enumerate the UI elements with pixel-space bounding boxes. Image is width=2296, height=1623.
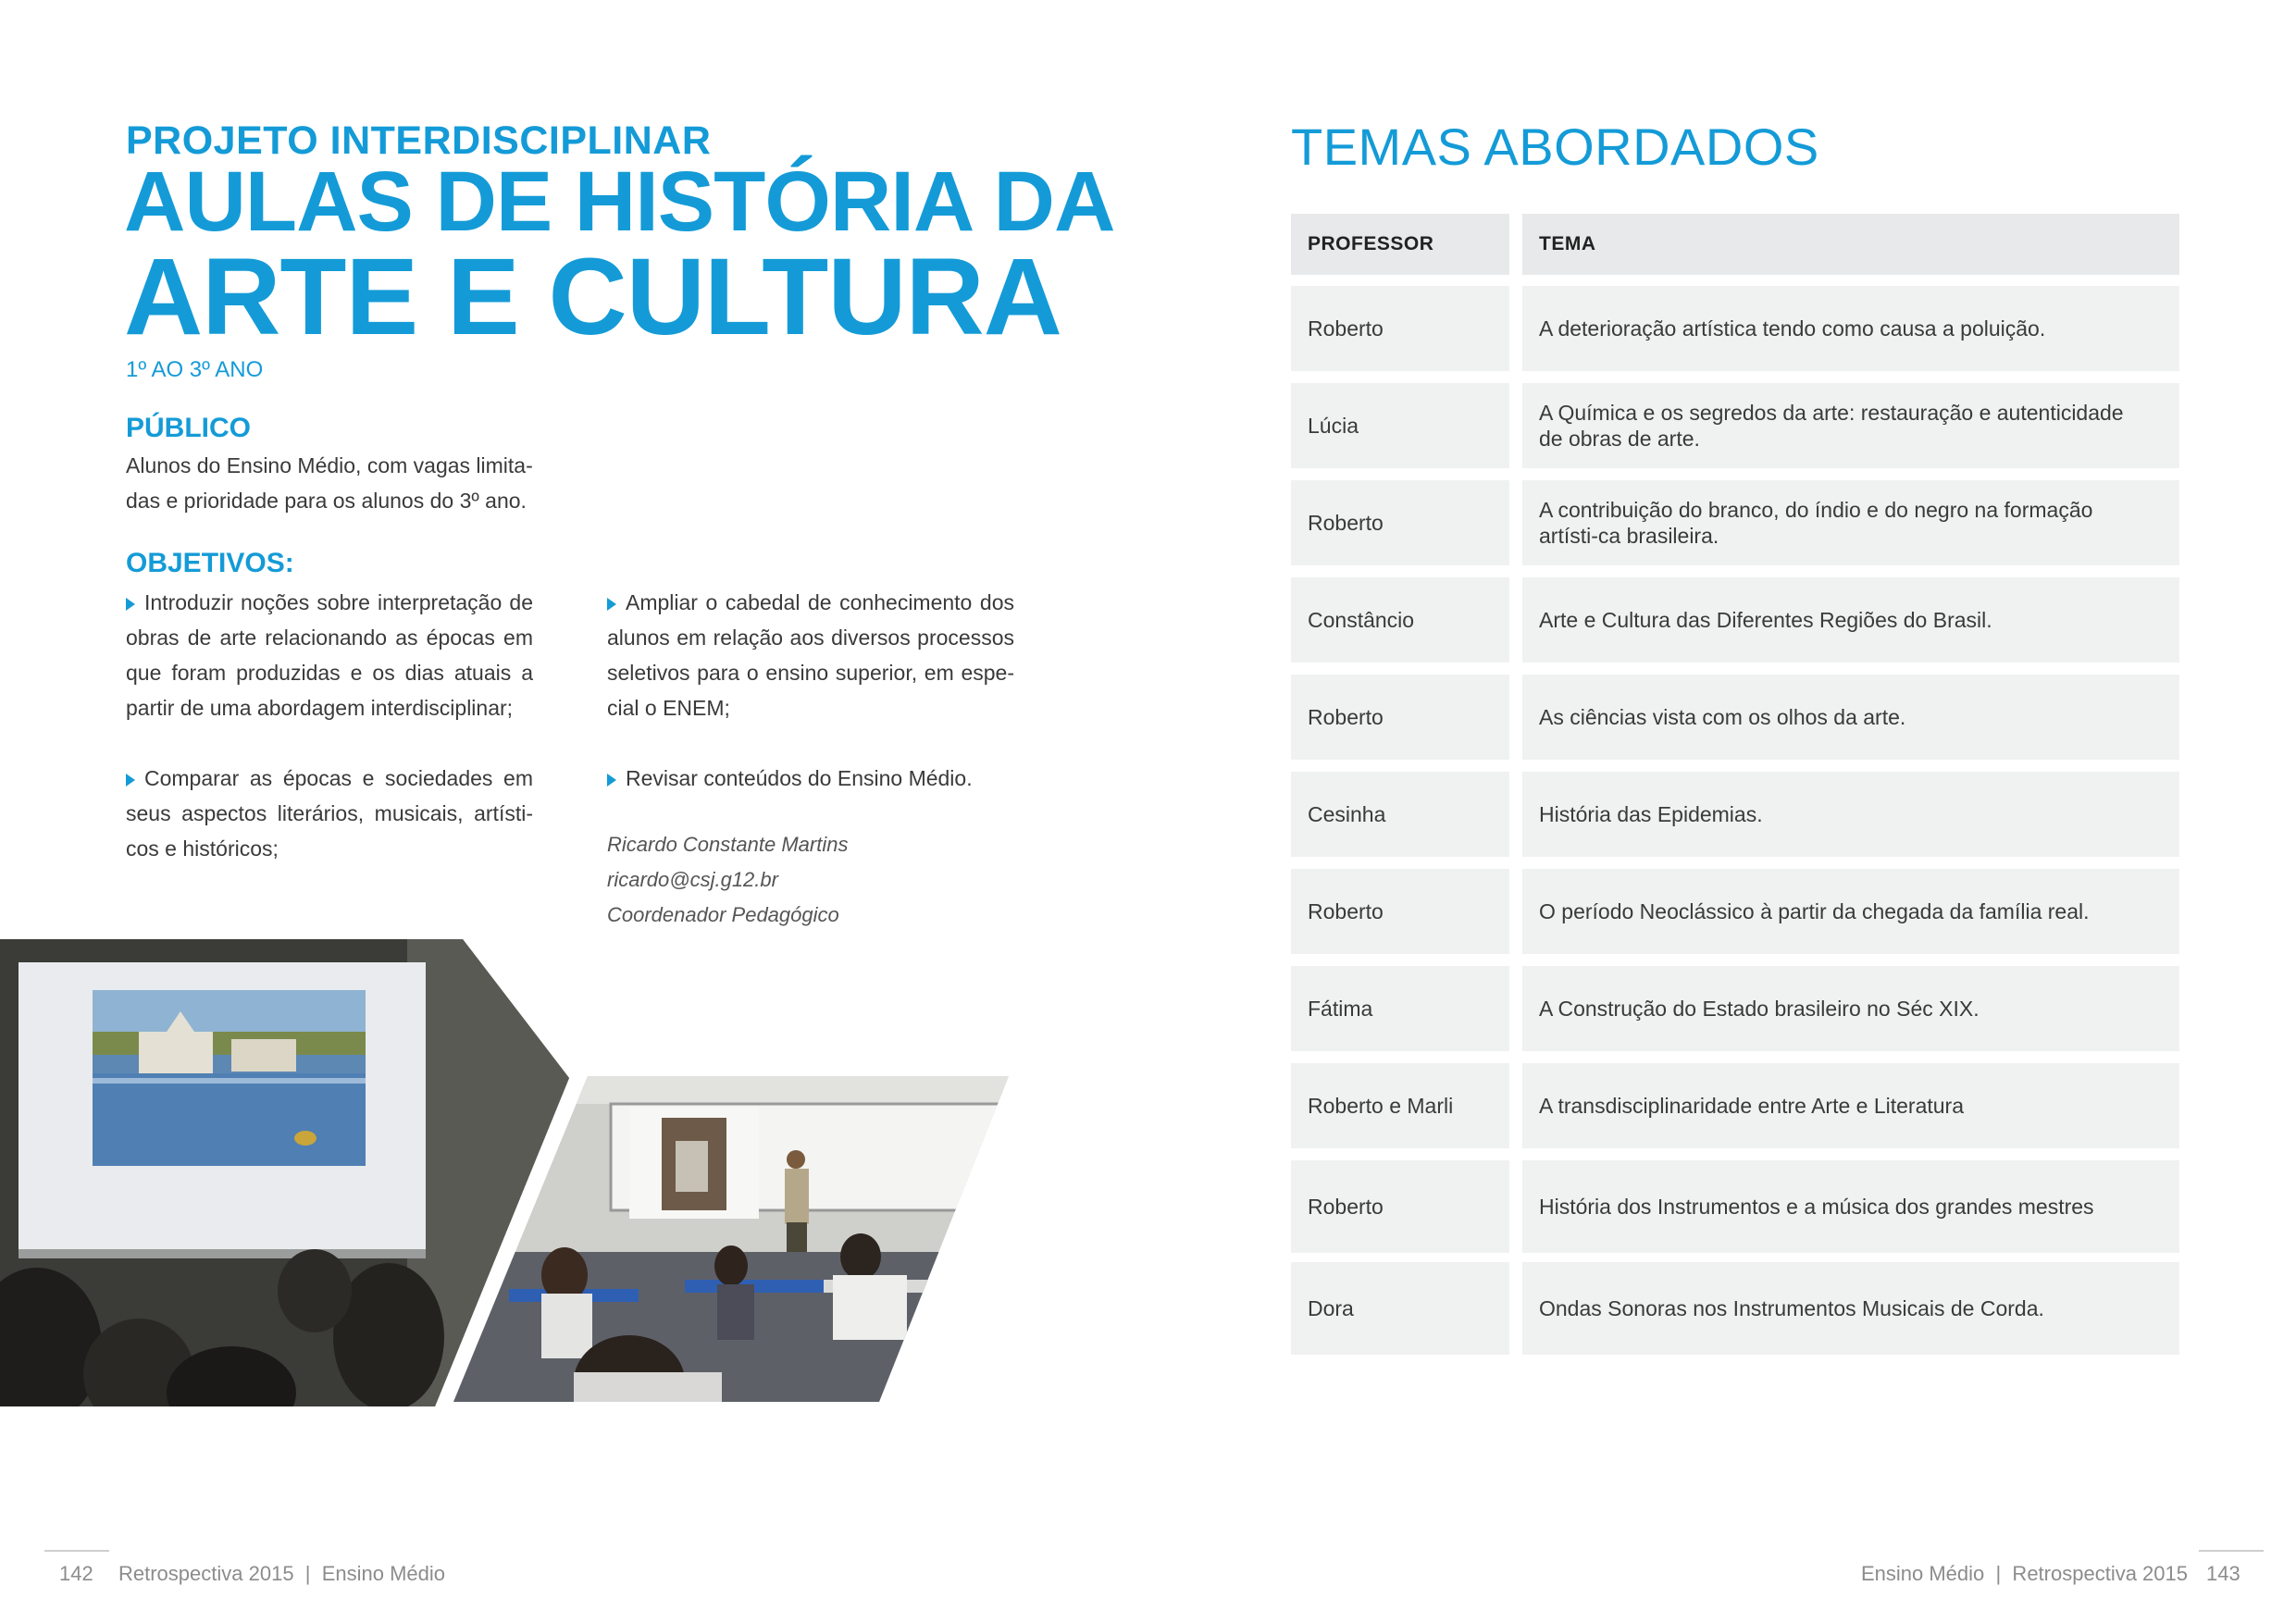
table-cell-professor: Cesinha [1291, 772, 1509, 857]
table-cell-tema: História das Epidemias. [1522, 772, 2179, 857]
table-header-professor: PROFESSOR [1291, 214, 1509, 275]
table-cell-tema: A contribuição do branco, do índio e do negro na formação artísti-ca brasileira. [1522, 480, 2179, 565]
table-cell-tema: História dos Instrumentos e a música dos grandes mestres [1522, 1160, 2179, 1253]
table-cell-professor: Roberto e Marli [1291, 1063, 1509, 1148]
page-number-right: 143 [2206, 1562, 2240, 1585]
table-cell-tema: A deterioração artística tendo como causa a poluição. [1522, 286, 2179, 371]
signature-email: ricardo@csj.g12.br [607, 868, 778, 891]
table-cell-professor: Lúcia [1291, 383, 1509, 468]
objectives-column-1 [126, 585, 533, 866]
chevron-right-icon [126, 774, 135, 787]
page-title-line1: AULAS DE HISTÓRIA DA [124, 155, 1115, 249]
publico-heading: PÚBLICO [126, 413, 251, 443]
table-cell-professor: Fátima [1291, 966, 1509, 1051]
table-cell-tema: A Química e os segredos da arte: restauração e autenticidade de obras de arte. [1522, 383, 2179, 468]
signature-role: Coordenador Pedagógico [607, 903, 839, 926]
publico-text [126, 448, 552, 518]
temas-title: TEMAS ABORDADOS [1291, 118, 1819, 176]
objectives-column-2 [607, 585, 1014, 796]
footer-rule-right [2199, 1550, 2264, 1552]
signature-block [607, 827, 1014, 933]
table-cell-professor: Constâncio [1291, 577, 1509, 663]
footer-right-text: Ensino Médio | Retrospectiva 2015 [1860, 1562, 2188, 1585]
chevron-right-icon [126, 598, 135, 611]
table-cell-professor: Roberto [1291, 1160, 1509, 1253]
chevron-right-icon [607, 598, 616, 611]
publico-text-line1: Alunos do Ensino Médio, com vagas limita- [126, 453, 533, 477]
chevron-right-icon [607, 774, 616, 787]
table-cell-professor: Dora [1291, 1262, 1509, 1355]
project-kicker: PROJETO INTERDISCIPLINAR [126, 118, 712, 163]
table-cell-professor: Roberto [1291, 286, 1509, 371]
objective-item: Revisar conteúdos do Ensino Médio. [607, 761, 1014, 796]
table-header-tema: TEMA [1522, 214, 2179, 275]
table-cell-professor: Roberto [1291, 675, 1509, 760]
table-cell-tema: As ciências vista com os olhos da arte. [1522, 675, 2179, 760]
objective-item: Ampliar o cabedal de conhecimento dos alunos em relação aos diversos processos seletivos para o ensino superior, em espe-cial o ENEM; [607, 590, 1014, 720]
table-cell-professor: Roberto [1291, 869, 1509, 954]
footer-rule-left [44, 1550, 109, 1552]
objetivos-heading: OBJETIVOS: [126, 548, 294, 578]
table-cell-professor: Roberto [1291, 480, 1509, 565]
table-cell-tema: A transdisciplinaridade entre Arte e Literatura [1522, 1063, 2179, 1148]
signature-name: Ricardo Constante Martins [607, 833, 849, 856]
page-number-left: 142 [59, 1562, 93, 1585]
page-title-line2: ARTE E CULTURA [124, 236, 1061, 358]
objective-item: Introduzir noções sobre interpretação de obras de arte relacionando as épocas em que foram produzidas e os dias atuais a partir de uma abordagem interdisciplinar; [126, 590, 533, 720]
publico-text-line2: das e prioridade para os alunos do 3º ano. [126, 489, 527, 513]
objective-item: Comparar as épocas e sociedades em seus aspectos literários, musicais, artísti-cos e históricos; [126, 766, 533, 861]
grade-range: 1º AO 3º ANO [126, 357, 264, 382]
table-cell-tema: Ondas Sonoras nos Instrumentos Musicais de Corda. [1522, 1262, 2179, 1355]
table-cell-tema: Arte e Cultura das Diferentes Regiões do Brasil. [1522, 577, 2179, 663]
table-cell-tema: A Construção do Estado brasileiro no Séc XIX. [1522, 966, 2179, 1051]
table-cell-tema: O período Neoclássico à partir da chegada da família real. [1522, 869, 2179, 954]
footer-left-text: Retrospectiva 2015 | Ensino Médio [118, 1562, 446, 1585]
